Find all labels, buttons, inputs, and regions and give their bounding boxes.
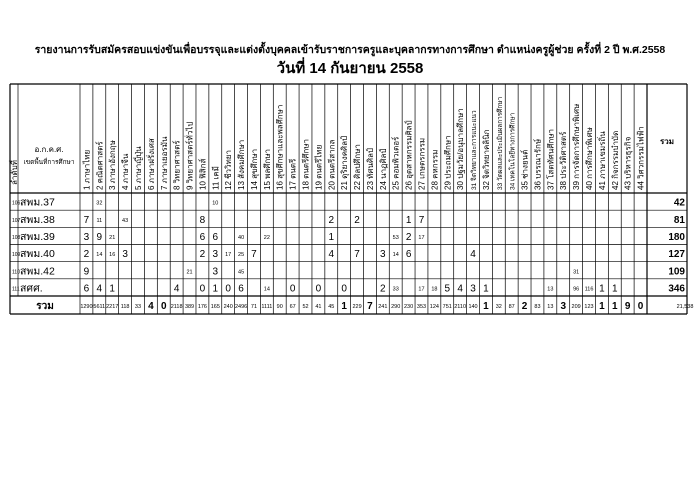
subject-header: 22 ศิลปศึกษา bbox=[353, 144, 363, 190]
subject-header: 40 การศึกษาพิเศษ bbox=[585, 127, 595, 190]
sum-cell: 1 bbox=[612, 301, 618, 312]
table-cell: 0 bbox=[289, 283, 296, 295]
sum-cell: 33 bbox=[134, 304, 142, 310]
subject-header: 37 โสตทัศนศึกษา bbox=[546, 128, 556, 190]
subject-header: 30 ปฐมวัย/อนุบาลศึกษา bbox=[456, 108, 466, 190]
area-subheader: เขตพื้นที่การศึกษา bbox=[23, 159, 75, 166]
table-cell: 17 bbox=[418, 234, 425, 241]
subject-header: 34 เทคโนโลยีทางการศึกษา bbox=[509, 112, 517, 190]
table-cell: 17 bbox=[418, 286, 425, 293]
table-cell: 11 bbox=[96, 217, 103, 224]
table-cell: 32 bbox=[96, 200, 103, 207]
subject-header: 11 เคมี bbox=[211, 166, 221, 190]
row-total: 180 bbox=[668, 231, 685, 243]
table-cell: 3 bbox=[122, 249, 128, 261]
row-area-name: สพม.38 bbox=[20, 213, 55, 226]
seq-header: ลำดับที่ bbox=[10, 160, 19, 185]
sum-cell: 240 bbox=[223, 304, 233, 310]
table-cell: 0 bbox=[199, 283, 206, 295]
sum-cell: 176 bbox=[197, 304, 208, 310]
subject-header: 28 คหกรรม bbox=[430, 149, 440, 190]
table-cell: 0 bbox=[315, 283, 322, 295]
subject-header: 18 ดนตรีศึกษา bbox=[301, 139, 311, 190]
table-cell: 1 bbox=[328, 231, 335, 243]
table-cell: 33 bbox=[392, 286, 399, 293]
sum-cell: 45 bbox=[328, 304, 335, 310]
row-area-name: สพม.37 bbox=[20, 196, 55, 209]
table-cell: 116 bbox=[584, 286, 594, 293]
area-header: อ.ก.ค.ศ. bbox=[34, 145, 64, 154]
row-number: 110 bbox=[12, 269, 20, 276]
subject-header: 39 การจัดการศึกษาพิเศษ bbox=[572, 103, 582, 190]
sum-cell: 1111 bbox=[261, 304, 273, 310]
subject-header: 32 จิตวิทยาคลินิก bbox=[481, 129, 491, 190]
table-cell: 3 bbox=[83, 231, 90, 243]
sum-cell: 67 bbox=[289, 304, 296, 310]
sum-cell: 118 bbox=[120, 304, 130, 310]
report-title: รายงานการรับสมัครสอบแข่งขันเพื่อบรรจุและแต่งตั้งบุคคลเข้ารับราชการครูและบุคลากรทางการศึกษา ตำแหน่งครูผู้ช่วย ครั้งที่ 2 ปี พ.ศ.2558 bbox=[34, 44, 666, 56]
subject-header: 43 บริหารธุรกิจ bbox=[623, 136, 633, 190]
table-cell: 40 bbox=[238, 234, 245, 241]
table-cell: 3 bbox=[380, 249, 386, 261]
table-cell: 3 bbox=[212, 249, 219, 261]
table-cell: 7 bbox=[418, 214, 425, 226]
table-cell: 31 bbox=[573, 269, 580, 276]
sum-cell: 290 bbox=[391, 304, 401, 310]
row-total: 109 bbox=[668, 266, 685, 278]
row-number: 107 bbox=[12, 217, 21, 224]
subject-header: 31 จิตวิทยาและการแนะแนว bbox=[471, 110, 479, 190]
sum-cell: 2110 bbox=[454, 304, 467, 310]
table-cell: 21 bbox=[109, 234, 116, 241]
table-cell: 7 bbox=[83, 214, 90, 226]
subject-header: 21 ดุริยางคศิลป์ bbox=[340, 135, 350, 190]
subject-header: 41 ภาษาเขมรถิ่น bbox=[597, 131, 607, 190]
subject-header: 17 ดนตรี bbox=[288, 158, 298, 190]
table-cell: 22 bbox=[263, 234, 270, 241]
sum-cell: 230 bbox=[404, 304, 414, 310]
table-cell: 2 bbox=[354, 214, 360, 226]
sum-cell: 41 bbox=[315, 304, 322, 310]
sum-cell: 9 bbox=[624, 301, 631, 312]
subject-header: 16 สุขศึกษาและพลศึกษา bbox=[275, 104, 285, 190]
sum-cell: 1290 bbox=[80, 304, 93, 310]
table-cell: 45 bbox=[238, 269, 245, 276]
table-cell: 14 bbox=[96, 252, 103, 259]
table-cell: 3 bbox=[470, 283, 476, 295]
table-cell: 14 bbox=[392, 252, 399, 259]
row-area-name: สพม.42 bbox=[20, 265, 55, 278]
sum-cell: 2118 bbox=[170, 304, 183, 310]
subject-header: 26 อุตสาหกรรมศิลป์ bbox=[404, 120, 414, 190]
table-cell: 6 bbox=[83, 283, 90, 295]
row-total: 127 bbox=[668, 249, 685, 261]
subject-header: 8 วิทยาศาสตร์ bbox=[172, 140, 182, 190]
table-cell: 0 bbox=[341, 283, 347, 295]
subject-header: 3 ภาษาอังกฤษ bbox=[108, 140, 118, 190]
table-cell: 7 bbox=[251, 249, 257, 261]
subject-header: 24 นาฏศิลป์ bbox=[378, 148, 388, 190]
subject-header: 19 ดนตรีไทย bbox=[314, 144, 324, 190]
table-cell: 1 bbox=[483, 283, 489, 295]
sum-cell: 165 bbox=[210, 304, 220, 310]
row-total: 42 bbox=[673, 197, 685, 209]
subject-header: 23 ทัศนศิลป์ bbox=[365, 148, 375, 190]
table-cell: 1 bbox=[212, 283, 219, 295]
sum-cell: 2217 bbox=[106, 304, 119, 310]
table-cell: 4 bbox=[96, 283, 103, 295]
sum-cell: 71 bbox=[250, 304, 258, 310]
sum-cell: 5611 bbox=[93, 304, 106, 310]
subject-header: 7 ภาษาเยอรมัน bbox=[159, 136, 169, 190]
sum-cell: 123 bbox=[584, 304, 594, 310]
sum-cell: 13 bbox=[547, 304, 554, 310]
table-cell: 4 bbox=[470, 249, 476, 261]
table-cell: 16 bbox=[109, 252, 116, 259]
sum-cell: 124 bbox=[429, 304, 439, 310]
table-cell: 3 bbox=[212, 266, 219, 278]
table-cell: 2 bbox=[380, 283, 386, 295]
subject-header: 36 บรรณารักษ์ bbox=[533, 138, 543, 190]
table-cell: 9 bbox=[96, 231, 103, 243]
table-cell: 1 bbox=[109, 283, 115, 295]
table-cell: 2 bbox=[405, 231, 412, 243]
table-cell: 1 bbox=[612, 283, 618, 295]
total-header: รวม bbox=[659, 137, 675, 146]
table-cell: 5 bbox=[444, 283, 451, 295]
subject-header: 42 กิจกรรมบำบัด bbox=[610, 130, 620, 190]
table-cell: 43 bbox=[122, 217, 129, 224]
row-number: 111 bbox=[12, 286, 20, 293]
subject-header: 38 ประวัติศาสตร์ bbox=[559, 131, 569, 190]
table-cell: 14 bbox=[263, 286, 270, 293]
sum-cell: 751 bbox=[442, 304, 452, 310]
row-number: 108 bbox=[12, 234, 21, 241]
table-cell: 4 bbox=[173, 283, 180, 295]
subject-header: 1 ภาษาไทย bbox=[82, 149, 92, 190]
row-area-name: สพม.40 bbox=[20, 248, 55, 261]
subject-header: 44 วิศวกรรมไฟฟ้า bbox=[636, 126, 646, 190]
report-date: วันที่ 14 กันยายน 2558 bbox=[276, 60, 424, 77]
table-cell: 13 bbox=[547, 286, 554, 293]
sum-cell: 83 bbox=[534, 304, 541, 310]
table-cell: 2 bbox=[328, 214, 335, 226]
row-area-name: สพม.39 bbox=[20, 230, 55, 243]
row-total: 346 bbox=[668, 283, 685, 295]
subject-header: 9 วิทยาศาสตร์ทั่วไป bbox=[185, 121, 195, 190]
row-number: 106 bbox=[12, 200, 21, 207]
sum-cell: 1 bbox=[341, 301, 347, 312]
row-area-name: สศศ. bbox=[20, 282, 43, 295]
table-cell: 4 bbox=[328, 249, 335, 261]
table-cell: 53 bbox=[392, 234, 399, 241]
table-cell: 6 bbox=[405, 249, 412, 261]
sum-cell: 3 bbox=[560, 301, 567, 312]
table-cell: 6 bbox=[199, 231, 206, 243]
subject-header: 14 สุขศึกษา bbox=[249, 148, 259, 190]
subject-header: 10 ฟิสิกส์ bbox=[198, 158, 208, 190]
sum-cell: 7 bbox=[367, 301, 373, 312]
table-cell: 1 bbox=[405, 214, 412, 226]
subject-header: 33 วัดผลและประเมินผลการศึกษา bbox=[496, 96, 504, 190]
subject-header: 6 ภาษาฝรั่งเศส bbox=[146, 138, 156, 190]
sum-cell: 0 bbox=[637, 301, 644, 312]
subject-header: 2 คณิตศาสตร์ bbox=[95, 141, 105, 190]
sum-cell: 209 bbox=[571, 304, 581, 310]
table-cell: 10 bbox=[212, 200, 219, 207]
table-cell: 1 bbox=[599, 283, 605, 295]
sum-cell: 389 bbox=[184, 304, 195, 310]
sum-cell: 2 bbox=[521, 301, 528, 312]
sum-cell: 32 bbox=[495, 304, 502, 310]
table-cell: 96 bbox=[573, 286, 580, 293]
sum-cell: 1 bbox=[483, 301, 489, 312]
subject-header: 35 ช่างยนต์ bbox=[520, 149, 530, 190]
subject-header: 27 เกษตรกรรม bbox=[417, 137, 427, 190]
table-cell: 17 bbox=[225, 252, 232, 259]
row-total: 81 bbox=[673, 214, 685, 226]
sum-cell: 1 bbox=[599, 301, 605, 312]
subject-header: 29 ประถมศึกษา bbox=[443, 135, 453, 190]
table-cell: 25 bbox=[238, 252, 245, 259]
subject-header: 20 ดนตรีสากล bbox=[327, 139, 337, 190]
subject-header: 12 ชีววิทยา bbox=[224, 150, 234, 190]
row-number: 109 bbox=[12, 252, 21, 259]
subject-header: 5 ภาษาญี่ปุ่น bbox=[133, 146, 143, 190]
table-cell: 21 bbox=[186, 269, 193, 276]
table-cell: 2 bbox=[199, 249, 206, 261]
subject-header: 15 พลศึกษา bbox=[262, 149, 272, 190]
sum-cell: 87 bbox=[508, 304, 515, 310]
table-cell: 4 bbox=[457, 283, 463, 295]
subject-header: 25 คอมพิวเตอร์ bbox=[391, 136, 401, 190]
sum-cell: 353 bbox=[416, 304, 427, 310]
table-cell: 18 bbox=[431, 286, 438, 293]
subject-header: 4 ภาษาจีน bbox=[121, 153, 131, 190]
subject-header: 13 สังคมศึกษา bbox=[237, 139, 247, 190]
table-cell: 2 bbox=[83, 249, 90, 261]
sum-cell: 90 bbox=[276, 304, 283, 310]
sum-cell: 140 bbox=[468, 304, 478, 310]
table-cell: 7 bbox=[354, 249, 360, 261]
table-cell: 6 bbox=[238, 283, 244, 295]
sum-cell: 2496 bbox=[234, 304, 248, 310]
sum-cell: 4 bbox=[148, 301, 154, 312]
sum-cell: 241 bbox=[378, 304, 388, 310]
table-cell: 8 bbox=[199, 214, 206, 226]
sum-cell: 52 bbox=[302, 304, 309, 310]
grand-total: 21,538 bbox=[676, 304, 694, 310]
sum-cell: 0 bbox=[160, 301, 167, 312]
sum-cell: 229 bbox=[352, 304, 362, 310]
sum-label: รวม bbox=[36, 301, 54, 312]
table-cell: 9 bbox=[83, 266, 90, 278]
table-cell: 6 bbox=[212, 231, 219, 243]
table-cell: 0 bbox=[225, 283, 231, 295]
